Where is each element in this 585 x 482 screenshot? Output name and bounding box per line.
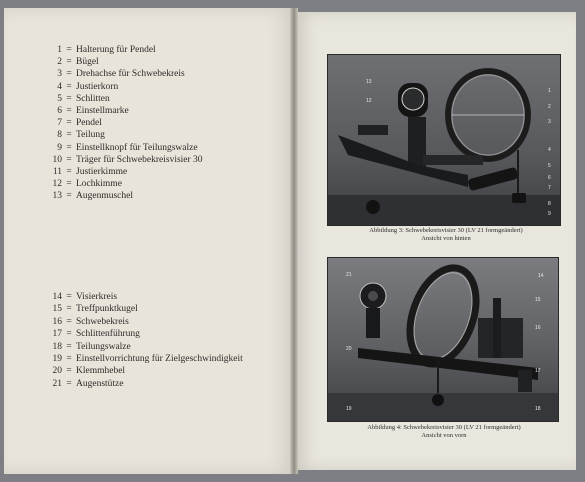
callout-label: 16 [535, 325, 541, 331]
callout-label: 4 [548, 147, 551, 153]
book-gutter [290, 8, 298, 474]
legend-item: 10 = Träger für Schwebekreisvisier 30 [52, 154, 203, 165]
sight-front-view-illustration [328, 258, 558, 421]
caption-subtitle: Ansicht von hinten [421, 235, 471, 242]
figure-4-caption [328, 424, 560, 440]
legend-item: 7 = Pendel [57, 118, 102, 129]
caption-title: Abbildung 4: Schwebekreisvisier 30 (LV 21 formgeändert) [367, 424, 521, 431]
callout-label: 21 [346, 272, 352, 278]
sight-rear-view-illustration [328, 55, 560, 225]
callout-label: 1 [548, 88, 551, 94]
legend-item: 6 = Einstellmarke [57, 105, 129, 116]
caption-title: Abbildung 3: Schwebekreisvisier 30 (LV 21 formgeändert) [369, 227, 523, 234]
legend-item: 9 = Einstellknopf für Teilungswalze [57, 142, 198, 153]
legend-item: 19 = Einstellvorrichtung für Zielgeschwindigkeit [52, 353, 243, 364]
legend-item: 11 = Justierkimme [52, 166, 128, 177]
callout-label: 9 [548, 211, 551, 217]
callout-label: 18 [535, 406, 541, 412]
legend-item: 14 = Visierkreis [52, 292, 118, 302]
figure-4-photo [327, 257, 559, 422]
parts-legend-2 [46, 291, 286, 390]
legend-item: 21 = Augenstütze [52, 378, 124, 389]
callout-label: 15 [535, 297, 541, 303]
caption-subtitle: Ansicht von vorn [421, 432, 467, 439]
callout-label: 13 [366, 79, 372, 85]
legend-item: 18 = Teilungswalze [52, 341, 131, 352]
callout-label: 20 [346, 346, 352, 352]
legend-item: 12 = Lochkimme [52, 179, 122, 190]
legend-item: 16 = Schwebekreis [52, 316, 129, 327]
legend-item: 2 = Bügel [57, 57, 99, 68]
figure-3-photo [327, 54, 561, 226]
callout-label: 14 [538, 273, 544, 279]
legend-item: 13 = Augenmuschel [52, 191, 133, 202]
legend-item: 4 = Justierkorn [57, 81, 119, 92]
callout-label: 5 [548, 163, 551, 169]
legend-item: 20 = Klemmhebel [52, 366, 126, 377]
legend-item: 17 = Schlittenführung [52, 329, 140, 340]
legend-item: 3 = Drehachse für Schwebekreis [57, 69, 185, 80]
callout-label: 6 [548, 175, 551, 181]
callout-label: 2 [548, 104, 551, 110]
legend-item: 15 = Treffpunktkugel [52, 304, 138, 315]
callout-label: 3 [548, 119, 551, 125]
figure-3-caption [330, 227, 562, 243]
legend-item: 1 = Halterung für Pendel [57, 45, 156, 55]
callout-label: 19 [346, 406, 352, 412]
legend-item: 8 = Teilung [57, 130, 105, 141]
legend-item: 5 = Schlitten [57, 93, 110, 104]
parts-legend-1 [46, 44, 286, 202]
callout-label: 12 [366, 98, 372, 104]
callout-label: 8 [548, 201, 551, 207]
callout-label: 17 [535, 368, 541, 374]
callout-label: 7 [548, 185, 551, 191]
